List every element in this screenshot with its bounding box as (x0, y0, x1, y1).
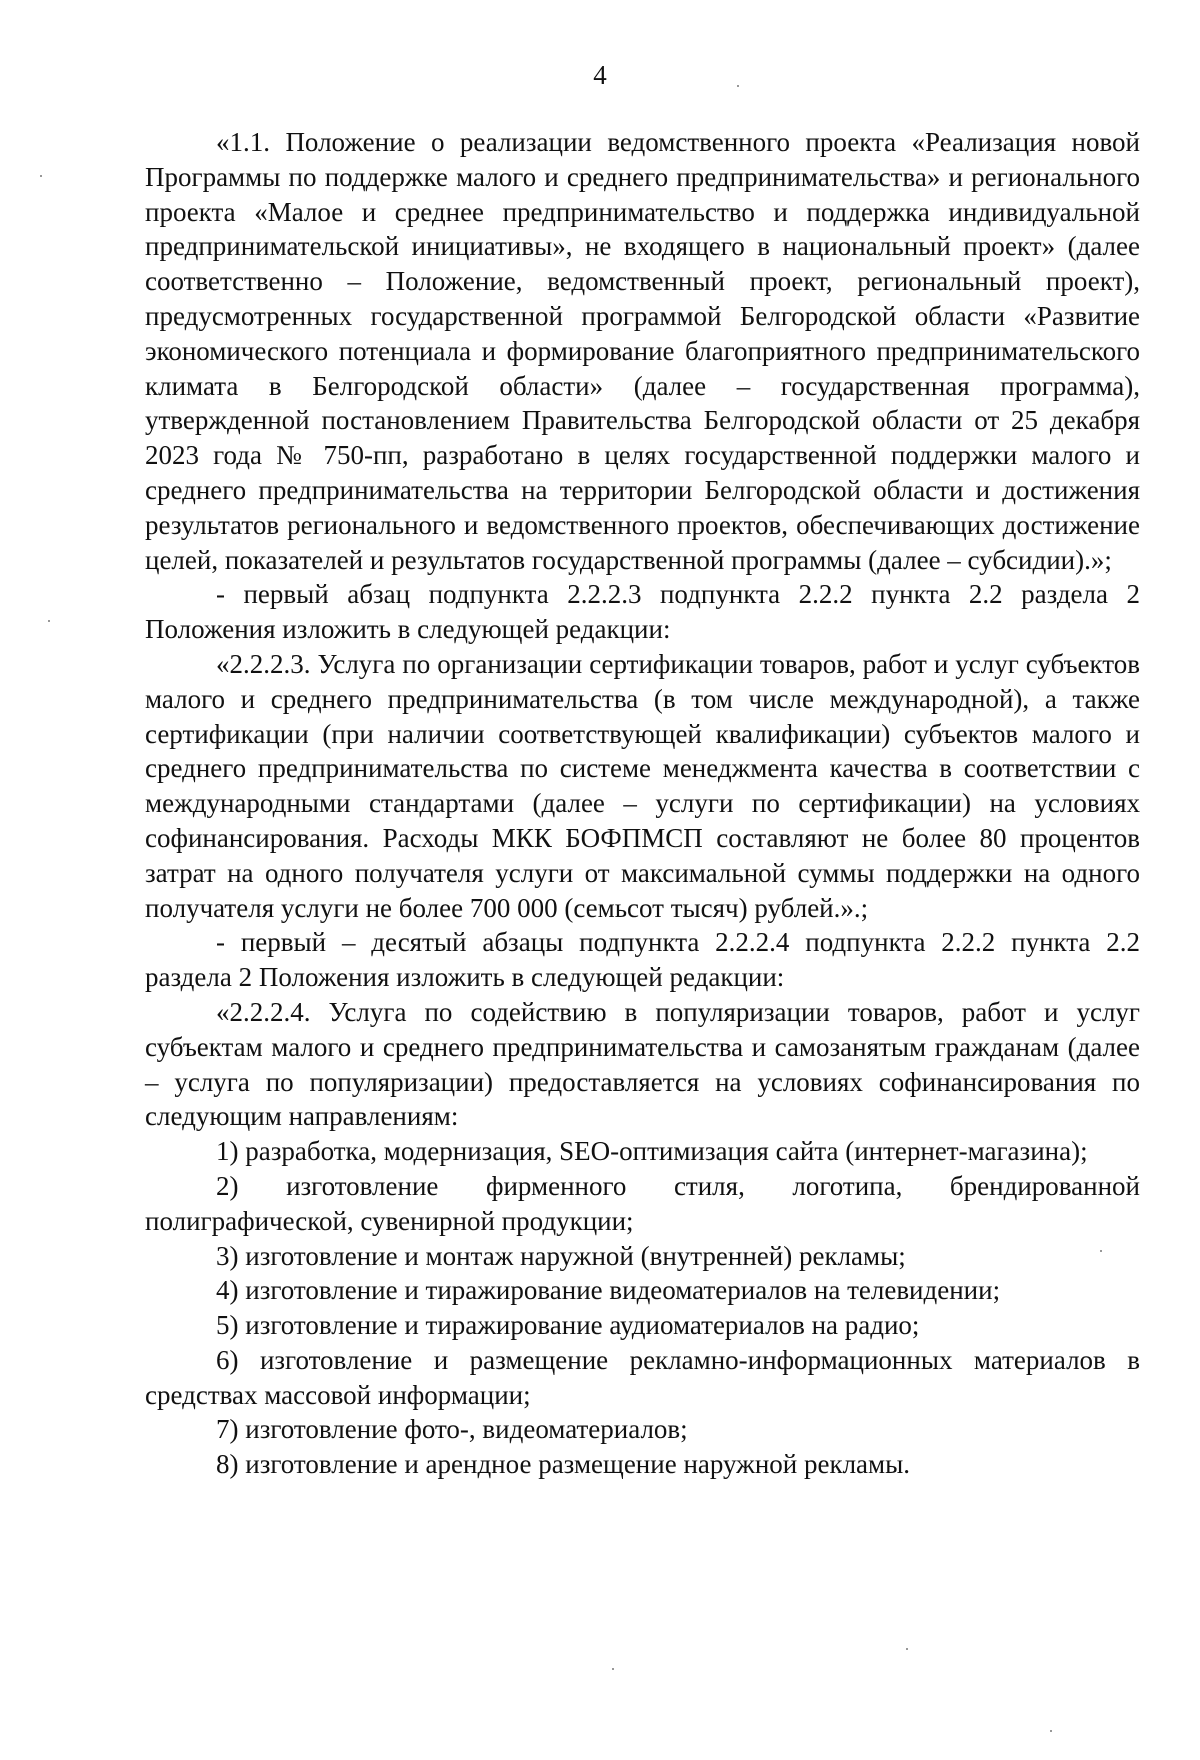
scan-speck (612, 1668, 614, 1670)
scan-speck (906, 1648, 908, 1650)
paragraph-2-2-2-3: «2.2.2.3. Услуга по организации сертификации товаров, работ и услуг субъектов малого и среднего предпринимательства (в том числе международной), а также сертификации (при наличии соответствующей квалификации) субъектов малого и среднего предпринимательства по системе менеджмента качества в соответствии с международными стандартами (далее – услуги по сертификации) на условиях софинансирования. Расходы МКК БОФПМСП составляют не более 80 процентов затрат на одного получателя услуги от максимальной суммы поддержки на одного получателя услуги не более 700 000 (семьсот тысяч) рублей.».; (145, 648, 1140, 923)
list-item-5: 5) изготовление и тиражирование аудиоматериалов на радио; (216, 1310, 920, 1341)
scan-speck (737, 85, 739, 87)
list-item-1: 1) разработка, модернизация, SEO-оптимизация сайта (интернет-магазина); (216, 1136, 1088, 1167)
document-body (145, 125, 1140, 1482)
paragraph-amendment-2224-intro: - первый – десятый абзацы подпункта 2.2.2.4 подпункта 2.2.2 пункта 2.2 раздела 2 Положения изложить в следующей редакции: (145, 927, 1140, 993)
scan-speck (48, 620, 50, 622)
paragraph-1-1-statement: «1.1. Положение о реализации ведомственного проекта «Реализация новой Программы по поддержке малого и среднего предпринимательства» и регионального проекта «Малое и среднее предпринимательство и поддержка индивидуальной предпринимательской инициативы», не входящего в национальный проект» (далее соответственно – Положение, ведомственный проект, региональный проект), предусмотренных государственной программой Белгородской области «Развитие экономического потенциала и формирование благоприятного предпринимательского климата в Белгородской области» (далее – государственная программа), утвержденной постановлением Правительства Белгородской области от 25 декабря 2023 года № 750-пп, разработано в целях государственной поддержки малого и среднего предпринимательства на территории Белгородской области и достижения результатов регионального и ведомственного проектов, обеспечивающих достижение целей, показателей и результатов государственной программы (далее – субсидии).»; (145, 127, 1140, 575)
scan-speck (1100, 1250, 1102, 1252)
scan-speck (1050, 1730, 1052, 1732)
list-item-6: 6) изготовление и размещение рекламно-информационных материалов в средствах массовой информации; (145, 1344, 1140, 1410)
scan-speck (40, 175, 42, 177)
paragraph-2-2-2-4: «2.2.2.4. Услуга по содействию в популяризации товаров, работ и услуг субъектам малого и среднего предпринимательства и самозанятым гражданам (далее – услуга по популяризации) предоставляется на условиях софинансирования по следующим направлениям: (145, 996, 1140, 1132)
paragraph-amendment-2223-intro: - первый абзац подпункта 2.2.2.3 подпункта 2.2.2 пункта 2.2 раздела 2 Положения изложить в следующей редакции: (145, 579, 1140, 645)
page-number: 4 (593, 60, 607, 90)
list-item-8: 8) изготовление и арендное размещение наружной рекламы. (216, 1449, 910, 1480)
list-item-2: 2) изготовление фирменного стиля, логотипа, брендированной полиграфической, сувенирной продукции; (145, 1170, 1140, 1236)
list-item-4: 4) изготовление и тиражирование видеоматериалов на телевидении; (216, 1275, 1001, 1306)
list-item-3: 3) изготовление и монтаж наружной (внутренней) рекламы; (216, 1240, 906, 1271)
list-item-7: 7) изготовление фото-, видеоматериалов; (216, 1414, 688, 1445)
